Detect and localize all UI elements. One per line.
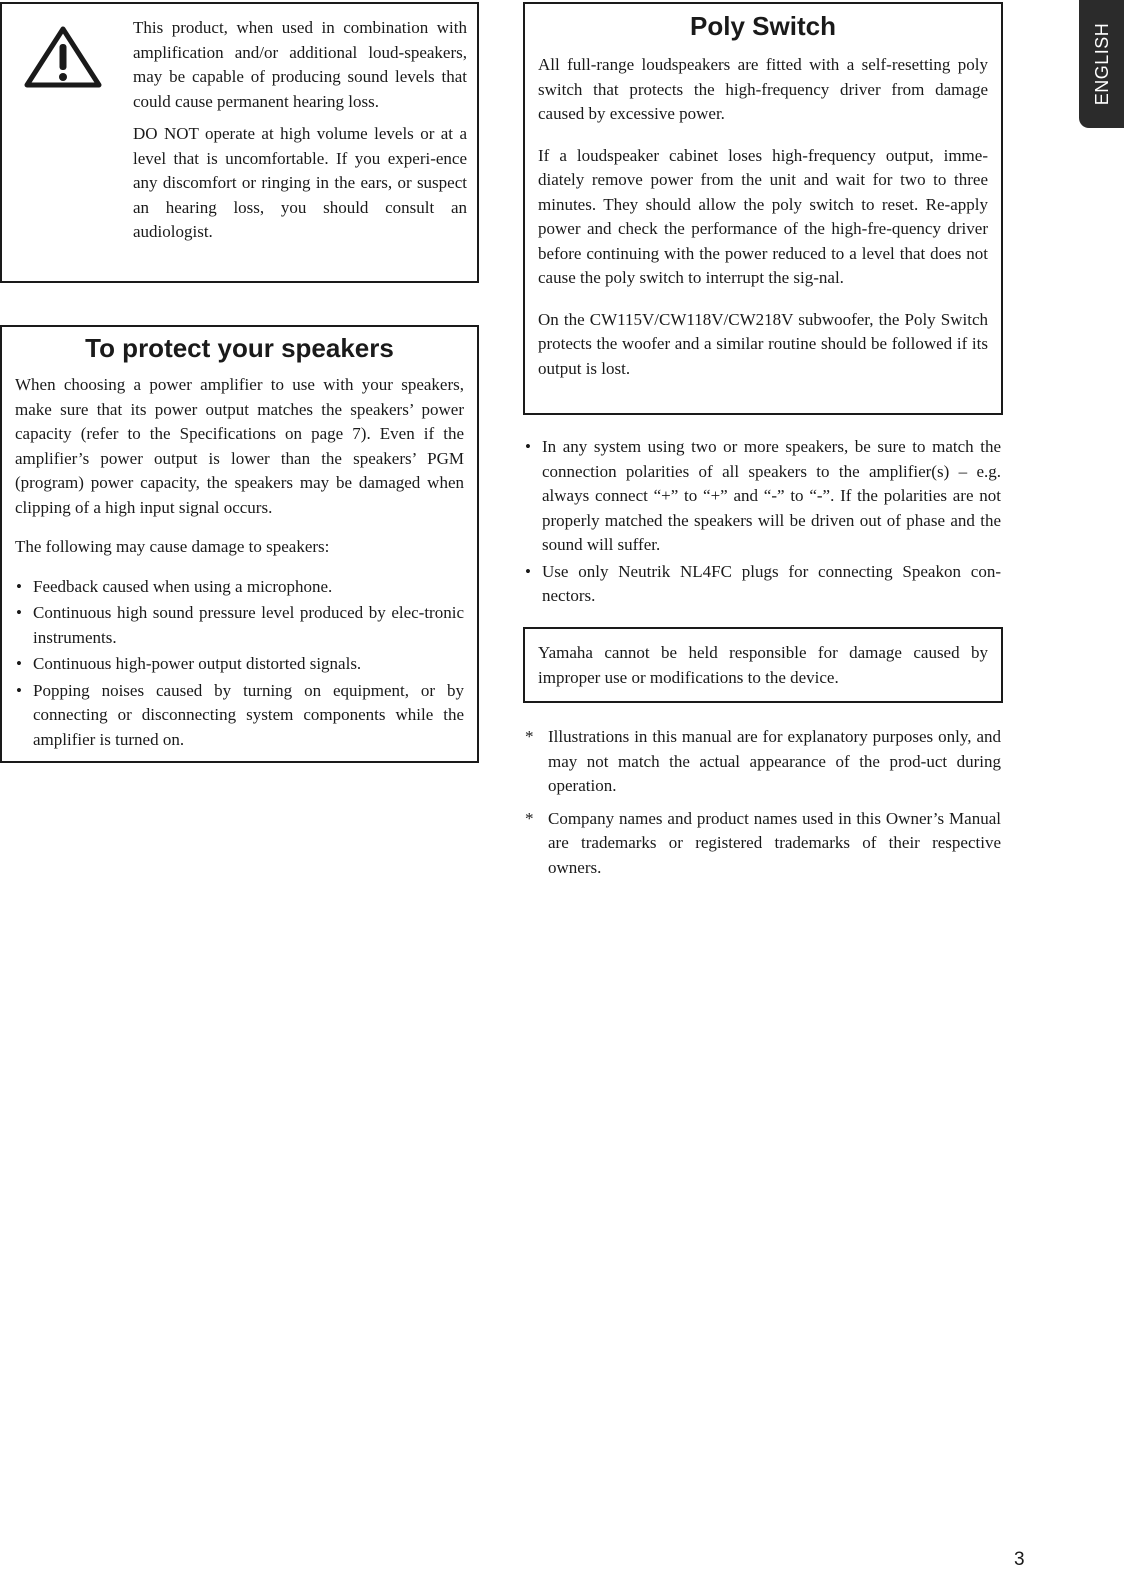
poly-switch-title: Poly Switch (690, 11, 836, 41)
protect-intro: When choosing a power amplifier to use with your speakers, make sure that its power output matches the speakers’ power capacity (refer to the Specifications on page 7). Even if the amplifier’s power output is lower than the speakers’ PGM (program) power capacity, the speakers may be damaged when clipping of a high input signal occurs. (15, 375, 464, 517)
caution-box (0, 2, 479, 283)
damage-causes-list (15, 575, 464, 753)
protect-speakers-box (0, 325, 479, 763)
caution-paragraph: This product, when used in combination with amplification and/or additional loud-speakers, may be capable of producing sound levels that could cause permanent hearing loss. (133, 18, 467, 111)
list-item: • Popping noises caused by turning on equipment, or by connecting or disconnecting system components while the amplifier is turned on. (15, 679, 464, 753)
protect-speakers-title: To protect your speakers (85, 333, 394, 363)
disclaimer-text: Yamaha cannot be held responsible for damage caused by improper use or modifications to the device. (538, 643, 988, 687)
language-tab (1079, 0, 1124, 128)
list-item: • Continuous high sound pressure level produced by elec-tronic instruments. (15, 601, 464, 650)
page-number: 3 (1014, 1549, 1025, 1570)
list-item: • Continuous high-power output distorted signals. (15, 652, 464, 677)
connection-notes-list (524, 435, 1001, 611)
protect-lead: The following may cause damage to speakers: (15, 537, 330, 556)
poly-switch-box (523, 2, 1003, 415)
poly-paragraph: On the CW115V/CW118V/CW218V subwoofer, the Poly Switch protects the woofer and a similar routine should be followed if its output is lost. (538, 309, 988, 378)
caution-text (133, 16, 467, 245)
poly-paragraph: If a loudspeaker cabinet loses high-frequency output, imme-diately remove power from the unit and wait for two to three minutes. They should allow the poly switch to reset. Re-apply power and check the performance of the high-fre-quency driver before continuing with the power reduced to a level that does not cause the poly switch to interrupt the sig-nal. (538, 145, 988, 287)
footnote: * Illustrations in this manual are for explanatory purposes only, and may not match the actual appearance of the prod-uct during operation. (524, 725, 1001, 799)
disclaimer-box (523, 627, 1003, 703)
language-label: ENGLISH (1091, 22, 1112, 106)
poly-paragraph: All full-range loudspeakers are fitted with a self-resetting poly switch that protects the high-frequency driver from damage caused by excessive power. (538, 55, 988, 123)
footnotes-list (524, 725, 1001, 888)
footnote: * Company names and product names used in this Owner’s Manual are trademarks or registered trademarks of their respective owners. (524, 807, 1001, 881)
caution-paragraph: DO NOT operate at high volume levels or at a level that is uncomfortable. If you experi-ence any discomfort or ringing in the ears, or suspect an hearing loss, you should consult an audiologist. (133, 124, 467, 241)
list-item: • In any system using two or more speakers, be sure to match the connection polarities of all speakers to the amplifier(s) – e.g. always connect “+” to “+” and “-” to “-”. If the polarities are not properly matched the speakers will be driven out of phase and the sound will suffer. (524, 435, 1001, 558)
warning-triangle-icon (24, 26, 102, 88)
list-item: • Use only Neutrik NL4FC plugs for connecting Speakon con-nectors. (524, 560, 1001, 609)
list-item: • Feedback caused when using a microphone. (15, 575, 464, 600)
